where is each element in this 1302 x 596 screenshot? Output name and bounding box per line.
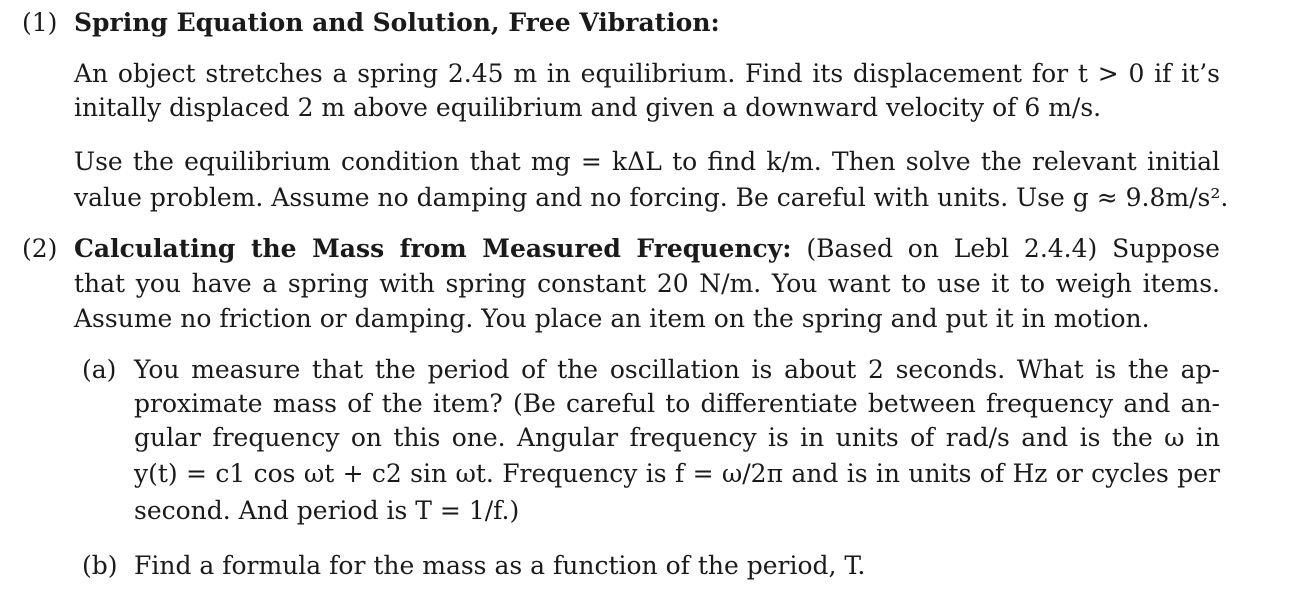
- problem-1-title: Spring Equation and Solution, Free Vibration:: [74, 8, 720, 37]
- part-a-line5: second. And period is T = 1/f.): [134, 496, 520, 525]
- problem-1-para2-line2: value problem. Assume no damping and no forcing. Be careful with units. Use g ≈ 9.8m/s².: [74, 183, 1229, 212]
- part-a-line1: You measure that the period of the oscillation is about 2 seconds. What is the ap-: [134, 355, 1220, 384]
- part-b-label: (b): [82, 551, 118, 580]
- problem-2-title: Calculating the Mass from Measured Frequency:: [74, 234, 792, 263]
- part-a-label: (a): [82, 355, 117, 384]
- problem-2-line2: that you have a spring with spring constant 20 N/m. You want to use it to weigh items.: [74, 269, 1220, 298]
- part-b-line1: Find a formula for the mass as a function of the period, T.: [134, 551, 866, 580]
- problem-2-line3: Assume no friction or damping. You place an item on the spring and put it in motion.: [74, 304, 1150, 333]
- problem-2-line1: [74, 232, 1220, 266]
- problem-1-para1-line2: initally displaced 2 m above equilibrium and given a downward velocity of 6 m/s.: [74, 93, 1102, 122]
- part-a-line3: gular frequency on this one. Angular frequency is in units of rad/s and is the ω in: [134, 423, 1220, 452]
- problem-1-para1-line1: An object stretches a spring 2.45 m in equilibrium. Find its displacement for t > 0 if it’s: [74, 59, 1220, 88]
- part-a-line2: proximate mass of the item? (Be careful to differentiate between frequency and an-: [134, 389, 1220, 418]
- problem-1-para2-line1: Use the equilibrium condition that mg = kΔL to find k/m. Then solve the relevant initial: [74, 147, 1220, 176]
- problem-2-number: (2): [22, 234, 58, 263]
- problem-1-number: (1): [22, 8, 58, 37]
- part-a-line4: y(t) = c1 cos ωt + c2 sin ωt. Frequency is f = ω/2π and is in units of Hz or cycles per: [134, 459, 1220, 488]
- problem-2-line1-rest: (Based on Lebl 2.4.4) Suppose: [806, 234, 1220, 263]
